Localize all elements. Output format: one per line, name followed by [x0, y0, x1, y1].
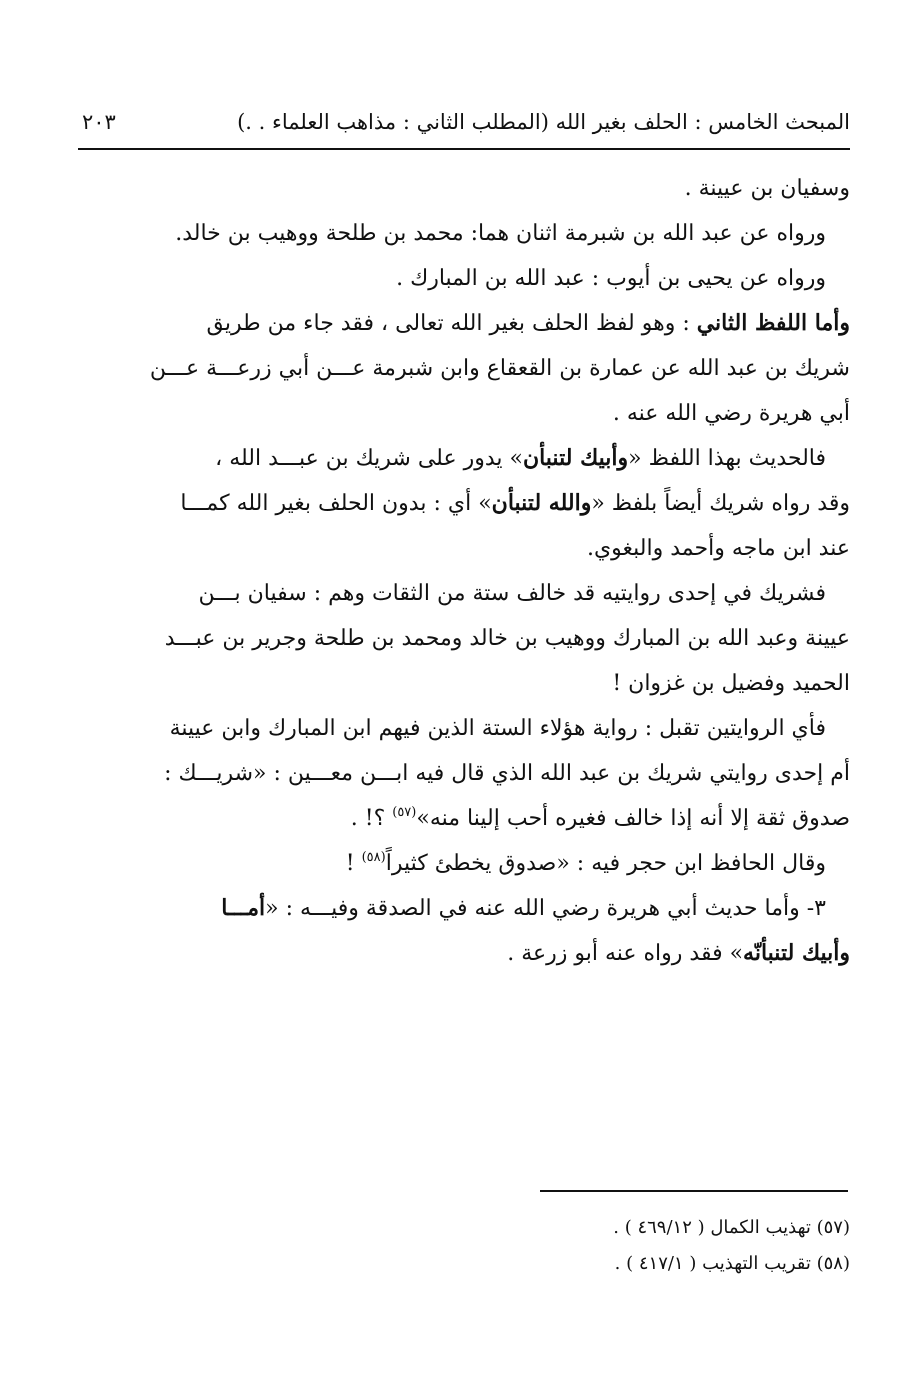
bold-phrase: أمـــا [221, 895, 266, 921]
text-line: أم إحدى روايتي شريك بن عبد الله الذي قال فيه ابـــن معـــين : «شريـــك : [164, 761, 850, 786]
text-line: فشريك في إحدى روايتيه قد خالف ستة من الثقات وهم : سفيان بـــن [198, 581, 826, 606]
footnote-ref: (٥٧) [392, 805, 417, 820]
bold-phrase: وأما اللفظ الثاني [696, 310, 850, 336]
bold-phrase: والله لتنبأن [491, 490, 592, 516]
text-line: عند ابن ماجه وأحمد والبغوي. [586, 536, 850, 561]
header-title: المبحث الخامس : الحلف بغير الله (المطلب الثاني : مذاهب العلماء . .) [237, 110, 850, 134]
text-line: عيينة وعبد الله بن المبارك ووهيب بن خالد ومحمد بن طلحة وجرير بن عبـــد [164, 626, 850, 651]
text-line: ورواه عن يحيى بن أيوب : عبد الله بن المبارك . [396, 266, 826, 291]
text-line: أبي هريرة رضي الله عنه . [612, 401, 850, 426]
footnotes [500, 1210, 850, 1282]
text-line: فأي الروايتين تقبل : رواية هؤلاء الستة الذين فيهم ابن المبارك وابن عيينة [169, 716, 826, 741]
text-line: ٣- وأما حديث أبي هريرة رضي الله عنه في الصدقة وفيـــه : «أمـــا [221, 895, 826, 921]
text-line: الحميد وفضيل بن غزوان ! [612, 671, 850, 696]
text-line: وسفيان بن عيينة . [684, 176, 850, 201]
main-text [74, 166, 850, 976]
footnote-57: (٥٧) تهذيب الكمال ( ٤٦٩/١٢ ) . [613, 1217, 850, 1238]
text-line: وأبيك لتنبأنّه» فقد رواه عنه أبو زرعة . [507, 940, 850, 966]
footnote-ref: (٥٨) [361, 850, 386, 865]
text-line: صدوق ثقة إلا أنه إذا خالف فغيره أحب إلينا منه»$^{(٥٧)}$ ؟! . [350, 805, 850, 831]
bold-phrase: وأبيك لتنبأن [522, 445, 629, 471]
text-line: فالحديث بهذا اللفظ «وأبيك لتنبأن» يدور على شريك بن عبـــد الله ، [215, 445, 826, 471]
page-number: ٢٠٣ [82, 110, 116, 134]
text-line: وقد رواه شريك أيضاً بلفظ «والله لتنبأن» أي : بدون الحلف بغير الله كمـــا [180, 490, 850, 516]
text-line: ورواه عن عبد الله بن شبرمة اثنان هما: محمد بن طلحة ووهيب بن خالد. [175, 221, 826, 246]
bold-phrase: وأبيك لتنبأنّه [743, 940, 850, 966]
footnote-divider [540, 1190, 848, 1192]
text-line: شريك بن عبد الله عن عمارة بن القعقاع وابن شبرمة عـــن أبي زرعـــة عـــن [149, 356, 850, 381]
footnote-58: (٥٨) تقريب التهذيب ( ٤١٧/١ ) . [614, 1253, 850, 1274]
text-line: وأما اللفظ الثاني : وهو لفظ الحلف بغير الله تعالى ، فقد جاء من طريق [206, 310, 850, 336]
text-line: وقال الحافظ ابن حجر فيه : «صدوق يخطئ كثيراً$^{(٥٨)}$ ! [345, 850, 826, 876]
header-divider [78, 148, 850, 150]
running-header [78, 106, 850, 146]
